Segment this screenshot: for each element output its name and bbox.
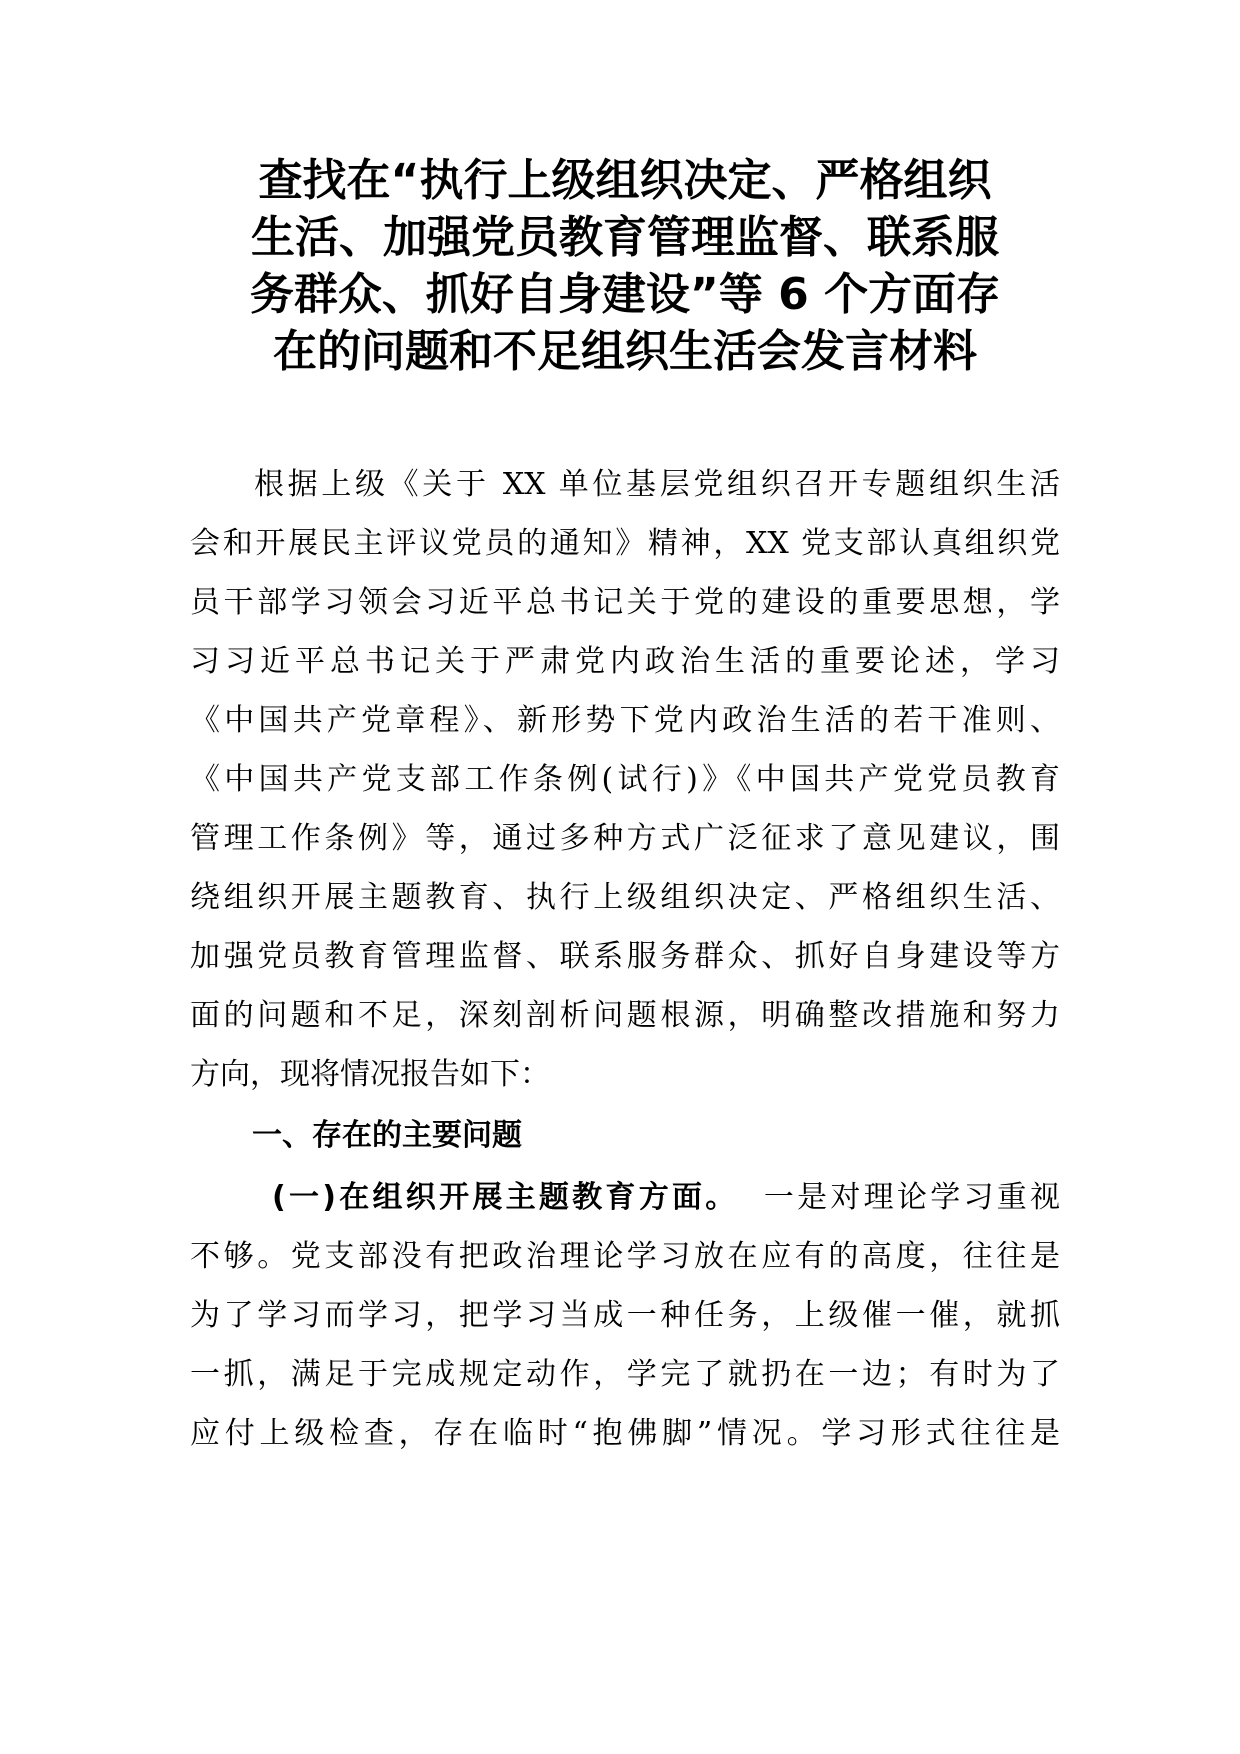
paragraph-line: 《中国共产党章程》、新形势下党内政治生活的若干准则、 [190,703,1060,738]
paragraph-line: 会和开展民主评议党员的通知》精神，XX 党支部认真组织党 [190,526,1060,561]
paragraph-line: 一抓，满足于完成规定动作，学完了就扔在一边；有时为了 [190,1357,1060,1392]
section-heading: 一、存在的主要问题 [252,1118,522,1153]
subsection-heading: (一)在组织开展主题教育方面。 [272,1180,739,1215]
title-line: 务群众、抓好自身建设”等 6 个方面存 [249,269,1001,320]
paragraph-line: 不够。党支部没有把政治理论学习放在应有的高度，往往是 [190,1239,1060,1274]
subsection-lead-text: 一是对理论学习重视 [760,1180,1061,1215]
paragraph-line: 根据上级《关于 XX 单位基层党组织召开专题组织生活 [254,467,1060,502]
paragraph-line: 管理工作条例》等，通过多种方式广泛征求了意见建议，围 [190,821,1060,856]
intro-paragraph [190,455,1060,1104]
title-line: 生活、加强党员教育管理监督、联系服 [251,212,999,263]
paragraph-line: 为了学习而学习，把学习当成一种任务，上级催一催，就抓 [190,1298,1060,1333]
paragraph-line: 绕组织开展主题教育、执行上级组织决定、严格组织生活、 [190,880,1060,915]
paragraph-line: 面的问题和不足，深刻剖析问题根源，明确整改措施和努力 [190,998,1060,1033]
paragraph-line: 《中国共产党支部工作条例(试行)》《中国共产党党员教育 [190,762,1060,797]
paragraph-line: 习习近平总书记关于严肃党内政治生活的重要论述，学习 [190,644,1060,679]
document-title [190,152,1060,380]
paragraph-line: 员干部学习领会习近平总书记关于党的建设的重要思想，学 [190,585,1060,620]
paragraph-line: 加强党员教育管理监督、联系服务群众、抓好自身建设等方 [190,939,1060,974]
title-line: 查找在“执行上级组织决定、严格组织 [258,155,992,206]
paragraph-line: 应付上级检查，存在临时“抱佛脚”情况。学习形式往往是 [190,1416,1060,1451]
subsection-first-line [190,1168,1060,1227]
paragraph-line: 方向，现将情况报告如下： [190,1057,550,1092]
document-body [190,455,1060,1463]
subsection-paragraph [190,1168,1060,1463]
title-line: 在的问题和不足组织生活会发言材料 [273,326,977,377]
